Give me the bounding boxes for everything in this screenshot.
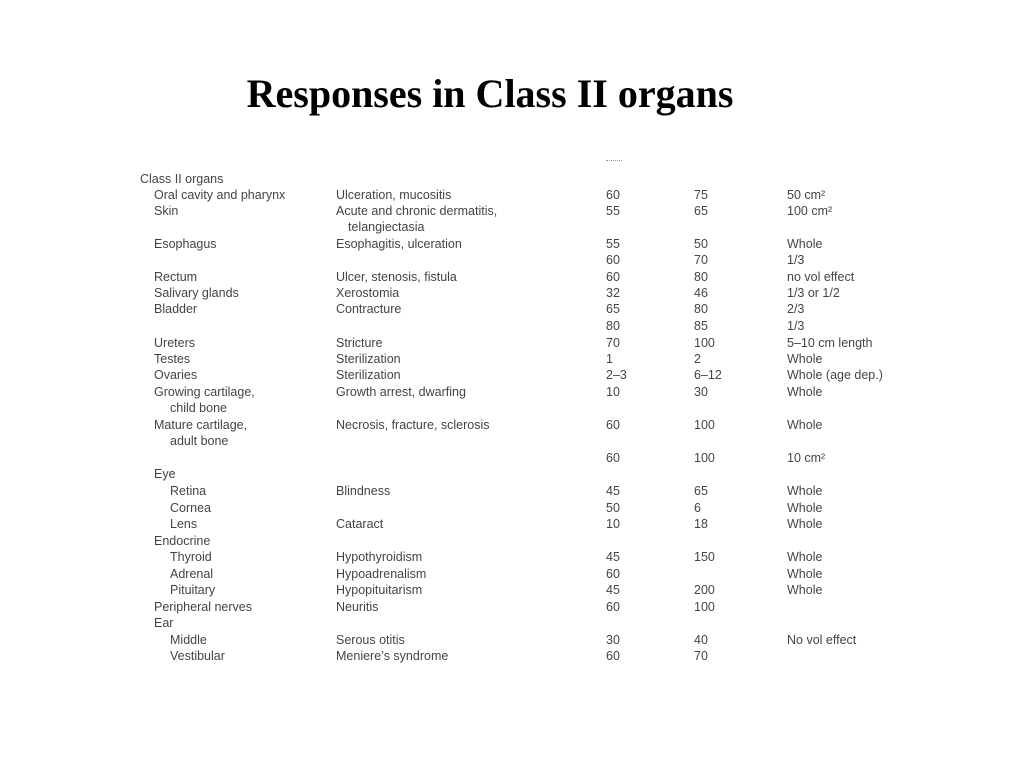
response-cell: Neuritis xyxy=(336,600,379,614)
dose-tolerance-cell: 50 xyxy=(606,501,620,515)
dose-complication-cell: 100 xyxy=(694,418,715,432)
dose-complication-cell: 50 xyxy=(694,237,708,251)
dose-complication-cell: 150 xyxy=(694,550,715,564)
dose-tolerance-cell: 60 xyxy=(606,451,620,465)
response-cell: Sterilization xyxy=(336,352,401,366)
dose-complication-cell: 65 xyxy=(694,204,708,218)
dose-complication-cell: 100 xyxy=(694,451,715,465)
volume-cell: 1/3 or 1/2 xyxy=(787,286,840,300)
response-cell: Xerostomia xyxy=(336,286,400,300)
organ-cell: Ear xyxy=(154,616,174,630)
volume-cell: Whole xyxy=(787,550,823,564)
dose-complication-cell: 100 xyxy=(694,600,715,614)
organ-cell: Ureters xyxy=(154,336,195,350)
dose-tolerance-cell: 45 xyxy=(606,484,620,498)
volume-cell: No vol effect xyxy=(787,633,857,647)
dose-complication-cell: 80 xyxy=(694,270,708,284)
response-cell: Ulcer, stenosis, fistula xyxy=(336,270,457,284)
table-header: Class II organs xyxy=(140,172,224,186)
dose-tolerance-cell: 1 xyxy=(606,352,613,366)
dose-tolerance-cell: 32 xyxy=(606,286,620,300)
dose-complication-cell: 6–12 xyxy=(694,368,722,382)
dose-tolerance-cell: 60 xyxy=(606,253,620,267)
dose-complication-cell: 30 xyxy=(694,385,708,399)
dose-complication-cell: 70 xyxy=(694,649,708,663)
volume-cell: 1/3 xyxy=(787,253,805,267)
volume-cell: Whole xyxy=(787,501,823,515)
organ-cell: Esophagus xyxy=(154,237,217,251)
response-cell: Contracture xyxy=(336,302,402,316)
response-cell: Ulceration, mucositis xyxy=(336,188,452,202)
organ-cell: Vestibular xyxy=(170,649,225,663)
dose-complication-cell: 75 xyxy=(694,188,708,202)
dose-tolerance-cell: 45 xyxy=(606,583,620,597)
slide-title: Responses in Class II organs xyxy=(246,71,734,116)
response-cell: Blindness xyxy=(336,484,391,498)
dose-tolerance-cell: 60 xyxy=(606,270,620,284)
dose-complication-cell: 46 xyxy=(694,286,708,300)
response-cell: Serous otitis xyxy=(336,633,405,647)
dose-tolerance-cell: 70 xyxy=(606,336,620,350)
response-cell: telangiectasia xyxy=(348,220,425,234)
organ-cell: Rectum xyxy=(154,270,198,284)
dose-complication-cell: 65 xyxy=(694,484,708,498)
organ-cell: Growing cartilage, xyxy=(154,385,255,399)
volume-cell: Whole xyxy=(787,567,823,581)
response-cell: Growth arrest, dwarfing xyxy=(336,385,466,399)
dose-tolerance-cell: 45 xyxy=(606,550,620,564)
dose-complication-cell: 80 xyxy=(694,302,708,316)
organ-cell: Peripheral nerves xyxy=(154,600,252,614)
volume-cell: 5–10 cm length xyxy=(787,336,873,350)
dose-tolerance-cell: 10 xyxy=(606,385,620,399)
organ-cell: Eye xyxy=(154,467,176,481)
dose-tolerance-cell: 60 xyxy=(606,418,620,432)
volume-cell: Whole xyxy=(787,418,823,432)
volume-cell: Whole xyxy=(787,385,823,399)
dose-tolerance-cell: 10 xyxy=(606,517,620,531)
dose-tolerance-cell: 60 xyxy=(606,188,620,202)
volume-cell: Whole (age dep.) xyxy=(787,368,883,382)
dose-complication-cell: 200 xyxy=(694,583,715,597)
dose-complication-cell: 70 xyxy=(694,253,708,267)
organ-cell: adult bone xyxy=(170,434,229,448)
dose-complication-cell: 6 xyxy=(694,501,701,515)
volume-cell: 2/3 xyxy=(787,302,805,316)
volume-cell: Whole xyxy=(787,237,823,251)
volume-cell: Whole xyxy=(787,583,823,597)
organ-cell: Bladder xyxy=(154,302,198,316)
dose-tolerance-cell: 60 xyxy=(606,567,620,581)
response-cell: Stricture xyxy=(336,336,383,350)
response-cell: Esophagitis, ulceration xyxy=(336,237,462,251)
dose-tolerance-cell: 60 xyxy=(606,649,620,663)
organ-response-table xyxy=(136,160,916,670)
organ-cell: Oral cavity and pharynx xyxy=(154,188,286,202)
organ-cell: Middle xyxy=(170,633,207,647)
organ-cell: child bone xyxy=(170,401,227,415)
volume-cell: 1/3 xyxy=(787,319,805,333)
dose-complication-cell: 2 xyxy=(694,352,701,366)
organ-cell: Skin xyxy=(154,204,179,218)
response-cell: Necrosis, fracture, sclerosis xyxy=(336,418,490,432)
response-cell: Hypothyroidism xyxy=(336,550,423,564)
response-cell: Hypopituitarism xyxy=(336,583,423,597)
volume-cell: no vol effect xyxy=(787,270,855,284)
dose-tolerance-cell: 65 xyxy=(606,302,620,316)
organ-cell: Retina xyxy=(170,484,207,498)
dose-complication-cell: 100 xyxy=(694,336,715,350)
dose-tolerance-cell: 55 xyxy=(606,237,620,251)
response-cell: Cataract xyxy=(336,517,384,531)
organ-cell: Thyroid xyxy=(170,550,212,564)
volume-cell: Whole xyxy=(787,352,823,366)
dose-tolerance-cell: 30 xyxy=(606,633,620,647)
dose-tolerance-cell: 60 xyxy=(606,600,620,614)
volume-cell: Whole xyxy=(787,484,823,498)
volume-cell: Whole xyxy=(787,517,823,531)
organ-cell: Lens xyxy=(170,517,198,531)
response-cell: Hypoadrenalism xyxy=(336,567,427,581)
organ-cell: Cornea xyxy=(170,501,211,515)
organ-cell: Mature cartilage, xyxy=(154,418,248,432)
volume-cell: 10 cm² xyxy=(787,451,826,465)
volume-cell: 100 cm² xyxy=(787,204,833,218)
organ-cell: Salivary glands xyxy=(154,286,239,300)
response-cell: Meniere’s syndrome xyxy=(336,649,449,663)
organ-cell: Adrenal xyxy=(170,567,214,581)
dose-complication-cell: 40 xyxy=(694,633,708,647)
dose-complication-cell: 18 xyxy=(694,517,708,531)
organ-cell: Pituitary xyxy=(170,583,216,597)
dose-tolerance-cell: 55 xyxy=(606,204,620,218)
dose-tolerance-cell: 2–3 xyxy=(606,368,627,382)
organ-cell: Ovaries xyxy=(154,368,198,382)
organ-cell: Testes xyxy=(154,352,191,366)
top-mark xyxy=(606,160,622,164)
response-cell: Sterilization xyxy=(336,368,401,382)
volume-cell: 50 cm² xyxy=(787,188,826,202)
organ-cell: Endocrine xyxy=(154,534,211,548)
response-cell: Acute and chronic dermatitis, xyxy=(336,204,498,218)
dose-complication-cell: 85 xyxy=(694,319,708,333)
dose-tolerance-cell: 80 xyxy=(606,319,620,333)
